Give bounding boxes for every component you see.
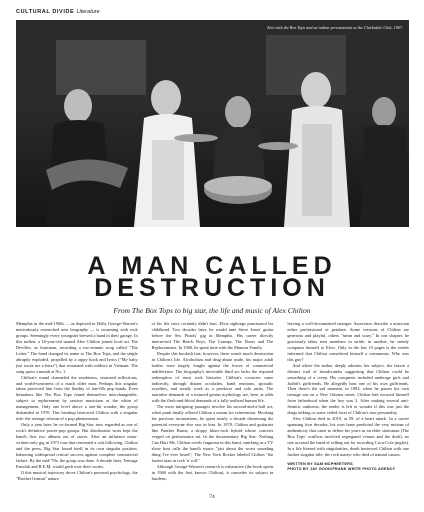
photo-caption: Alex with the Box Tops and an indian percussionist at the Clarksdale Club, 1967. [266,25,403,30]
column-1 [16,321,138,482]
article-body [16,321,409,482]
page-number: 74 [209,494,215,500]
paragraph: Only a year later, he co-formed Big Star, now regarded as one of rock's definitive power-pop groups. But distribution woes kept the band's first two albums out of stores. After an influence mass-written-only gig in 1973 tour that cemented a cult following, Chilton and the press, Big Star found itself in its own singular position, balancing widespread critical success against complete commercial failure. By the mid-'70s, the group was done. A decade later, Teenage Fanclub and R.E.M. would gush over their works. [16,422,138,469]
column-3 [287,321,409,482]
photo-credit: PHOTO BY JAY GOOD/FRANK WHITE PHOTO AGENCY [287,466,396,471]
paragraph: And where the author deeply admires her subject, she leaves a distinct trail of breadcrumbs suggesting that Chilton could be something of a creep. His conquests included underage girls and Judith's girlfriends. He allegedly beat one of his own girlfriends. Then there's the sad moment, in 1982, when he passes his own teenage son on a New Orleans street; Chilton had excused himself from fatherhood when the boy was 2. After making several anti-Semitic outbursts, the reader is left to wonder if this was just the drugs talking or some veiled facet of Chilton's true personality. [287,362,410,416]
paragraph: of his life story certainly didn't hurt. Elvis sightings punctuated his childhood. Two decades later, he would tune Steve Jones' guitar before the Sex Pistols' gig in Memphis. His career directly intersected The Beach Boys, The Cramps, The Doors and The Replacements. In 1968, he spent time with the Manson Family. [151,321,274,350]
paragraph: Chilton's sound channeled the smokiness, seasoned inflections, and world-weariness of a much older man. Perhaps this singular talent protected him from the fluidity of late-60s pop bands. Even hitmakers like The Box Tops found themselves interchangeable, subject to replacement by session musicians at the whim of management. Only one level above a one-hit wonder, the group disbanded in 1970. This breakup bestowed Chilton with a singular title: the teenage veteran of a pop phenomenon. [16,374,138,422]
band-photo-image [16,20,409,227]
paragraph: leaving a well-documented stranger. Associates describe a musician either professional or petulant. Some versions of Chilton are generous and playful, others "mean and scary." In one chapter, he graciously takes teen members in stride; in another, he sternly compares himself to Elvis. Only in the last 10 pages is the reader informed that Chilton considered himself a communist. Who was this guy? [287,321,410,362]
paragraph: If this musical trajectory drove Chilton's personal psychology, the "Brother Grimm" nature [16,469,138,481]
credits [287,462,409,472]
section-name: CULTURAL DIVIDE [16,9,75,15]
column-2 [152,321,274,482]
standfirst: From The Box Tops to big star, the life and music of Alex Chilton [113,306,311,315]
paragraph: Memphis in the mid-1960s — as depicted in Holly George-Warren's meticulously researched new biography — is swarming with rock groups. Seemingly every youngster brewed a band in their garage. In this milieu, a 16-year-old named Alex Chilton joined local act The Devilles, as frontman, recording a two-minute song called "The Letter." The band changed its name to The Box Tops, and the single abruptly exploded, propelled by a zippy hook and lyrics ("My baby just wrote me a letter") that resonated with soldiers in Vietnam. The song spent a month at No. 1. [16,321,138,374]
headline-line-2: DESTRUCTION [94,274,330,302]
writer-credit: WRITTEN BY SAM MCPHEETERS [287,461,353,466]
section-label [16,9,100,15]
paragraph: Alex Chilton died in 2010, at 59, of a heart attack. In a career spanning four decades, his own fame predicted the very notions of authenticity that came to define his years as an elder statesman (The Box Tops' conflicts involved segregated venues and the draft), no one accused the band of selling out for recording Coca-Cola jingles). In a life littered with singularities, death bestowed Chilton with one further singular title: the rock martyr who died of natural causes. [287,416,410,457]
paragraph: The most intriguing passages involve his second-and-a-half act, when punk finally offered Chilton a means for reinvention. Mocking his previous incarnations, he spent nearly a decade dismissing the potential everyone else saw in him. In 1978, Chilton and guitarists like Panther Burns, a sloppy blues-rock hybrid whose concerts verged on performance art. In the documentary Big Star: Nothing Can Hurt Me, Chilton revels fragment in this band, smirking as a TV show host calls the band's music "just about the worst sounding thing I've ever heard"; The New York Rocker labeled Chilton "the laziest man in rock 'n' roll." [151,404,274,463]
band-photo [16,20,409,227]
paragraph: Despite this bookish fate, however, there wasn't much destruction in Chilton's life. Alcoholism and drug abuse aside, his major adult battles were largely fought against the forces of commercial indifference. The biography's inevitable third act lacks the required redemption of most rock histories. Chilton's victories came indirectly, through distant accolades, band reunions, sporadic royalties, and steady work as a producer and solo artist. The narrative demands of a tortured genius mythology are, here, at odds with the flesh-and-blood demands of a fully realized human life. [151,350,274,404]
headline-line-1: A MAN CALLED [87,252,337,280]
section-subname: Literature [76,9,100,15]
paragraph: Although George-Warren's research is exhaustive (the book opens in 1960 with the first known Chilton), it concedes its subject in burdens, [151,463,274,481]
